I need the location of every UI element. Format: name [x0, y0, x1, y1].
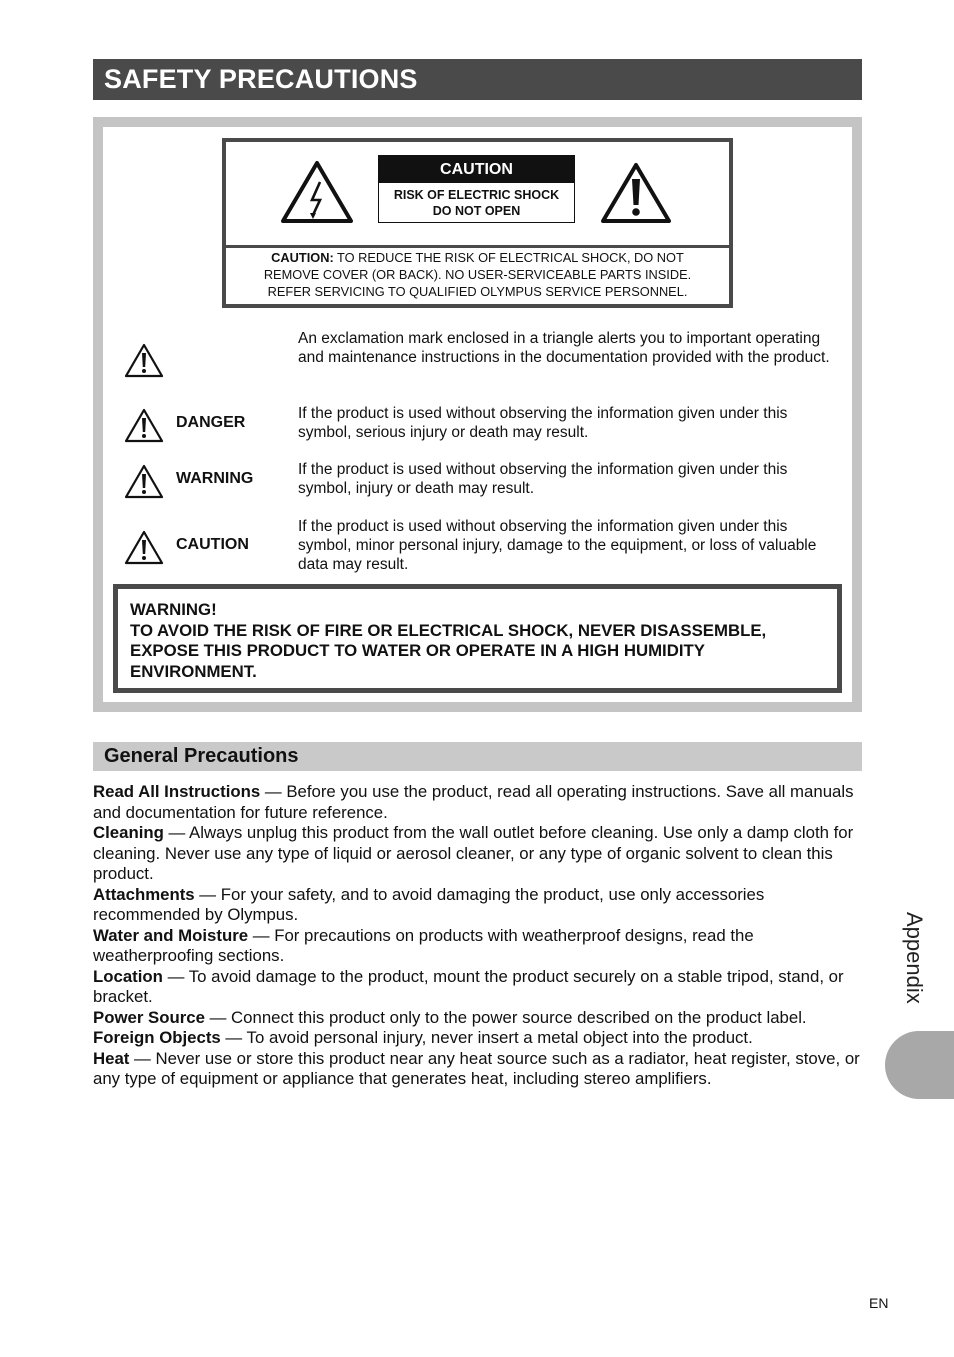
precaution-text: — Before you use the product, read all operating instructions. Save all manuals and documentation for future reference. [93, 782, 854, 822]
general-precautions-heading: General Precautions [93, 742, 862, 771]
precaution-term: Location [93, 966, 163, 986]
symbol-label: DANGER [176, 414, 246, 431]
precaution-item [93, 823, 863, 885]
symbol-desc: If the product is used without observing the information given under this symbol, serious injury or death may result. [298, 405, 788, 442]
warning-line4: ENVIRONMENT. [130, 661, 257, 681]
precaution-text: — Always unplug this product from the wall outlet before cleaning. Use only a damp cloth for cleaning. Never use any type of liquid or aerosol cleaner, or any type of organic solvent to clean this product. [93, 823, 854, 883]
appendix-side-label: Appendix [902, 912, 927, 1004]
caution-label-top [226, 142, 729, 245]
precaution-text: — To avoid damage to the product, mount the product securely on a stable tripod, stand, or bracket. [93, 966, 844, 1006]
precaution-text: — For precautions on products with weatherproof designs, read the weatherproofing sections. [93, 925, 754, 965]
symbol-label: CAUTION [176, 536, 249, 553]
caution-text-line3: REFER SERVICING TO QUALIFIED OLYMPUS SERVICE PERSONNEL. [267, 284, 688, 299]
symbol-desc: An exclamation mark enclosed in a triangle alerts you to important operating and maintenance instructions in the documentation provided with the product. [298, 330, 830, 367]
precaution-item [93, 885, 863, 926]
precaution-item [93, 967, 863, 1008]
precaution-text: — To avoid personal injury, never insert a metal object into the product. [220, 1028, 753, 1047]
precaution-term: Cleaning [93, 823, 164, 842]
precaution-item [93, 1049, 863, 1090]
exclamation-triangle-icon [124, 464, 164, 504]
lightning-triangle-icon [280, 160, 354, 229]
safety-panel-inner [103, 127, 852, 702]
precaution-text: — Connect this product only to the power source described on the product label. [204, 1007, 807, 1027]
page-title: SAFETY PRECAUTIONS [93, 59, 862, 100]
symbol-label: WARNING [176, 470, 254, 487]
exclamation-triangle-icon [124, 530, 164, 570]
caution-label-divider [226, 245, 729, 248]
caution-label-line1: RISK OF ELECTRIC SHOCK [393, 188, 560, 202]
precaution-term: Read All Instructions [93, 782, 261, 801]
language-label: EN [869, 1295, 889, 1311]
warning-line1: WARNING! [130, 600, 217, 619]
caution-text-line2: REMOVE COVER (OR BACK). NO USER-SERVICEABLE PARTS INSIDE. [263, 267, 692, 282]
exclamation-triangle-icon [600, 162, 672, 229]
exclamation-triangle-icon [124, 343, 164, 383]
precaution-term: Foreign Objects [93, 1028, 221, 1047]
precaution-term: Power Source [93, 1007, 205, 1027]
warning-line2: TO AVOID THE RISK OF FIRE OR ELECTRICAL SHOCK, NEVER DISASSEMBLE, [130, 620, 767, 640]
precaution-item [93, 926, 863, 967]
warning-line3: EXPOSE THIS PRODUCT TO WATER OR OPERATE IN A HIGH HUMIDITY [130, 641, 705, 661]
symbol-desc: If the product is used without observing the information given under this symbol, minor personal injury, damage to the equipment, or loss of valuable data may result. [298, 518, 817, 574]
appendix-tab[interactable] [885, 1031, 954, 1099]
precaution-item [93, 1008, 863, 1029]
general-precautions-list [93, 782, 863, 1090]
precaution-text: — For your safety, and to avoid damaging the product, use only accessories recommended by Olympus. [93, 884, 765, 924]
caution-label-line2: DO NOT OPEN [432, 204, 521, 218]
caution-label-frame [222, 138, 733, 308]
exclamation-triangle-icon [124, 408, 164, 448]
caution-text-line1: TO REDUCE THE RISK OF ELECTRICAL SHOCK, DO NOT [333, 250, 684, 265]
precaution-term: Attachments [93, 884, 195, 904]
caution-label-text [226, 249, 729, 300]
precaution-text: — Never use or store this product near any heat source such as a radiator, heat register, stove, or any type of equipment or appliance that generates heat, including stereo amplifiers. [93, 1048, 860, 1088]
safety-panel [93, 117, 862, 712]
precaution-item [93, 782, 863, 823]
precaution-item [93, 1028, 863, 1049]
caution-label-box [378, 155, 575, 223]
precaution-term: Heat [93, 1048, 130, 1068]
caution-label-heading: CAUTION [379, 156, 574, 183]
symbol-desc: If the product is used without observing the information given under this symbol, injury or death may result. [298, 461, 788, 498]
warning-box [113, 584, 842, 693]
precaution-term: Water and Moisture [93, 925, 249, 945]
caution-text-bold: CAUTION: [271, 250, 334, 265]
